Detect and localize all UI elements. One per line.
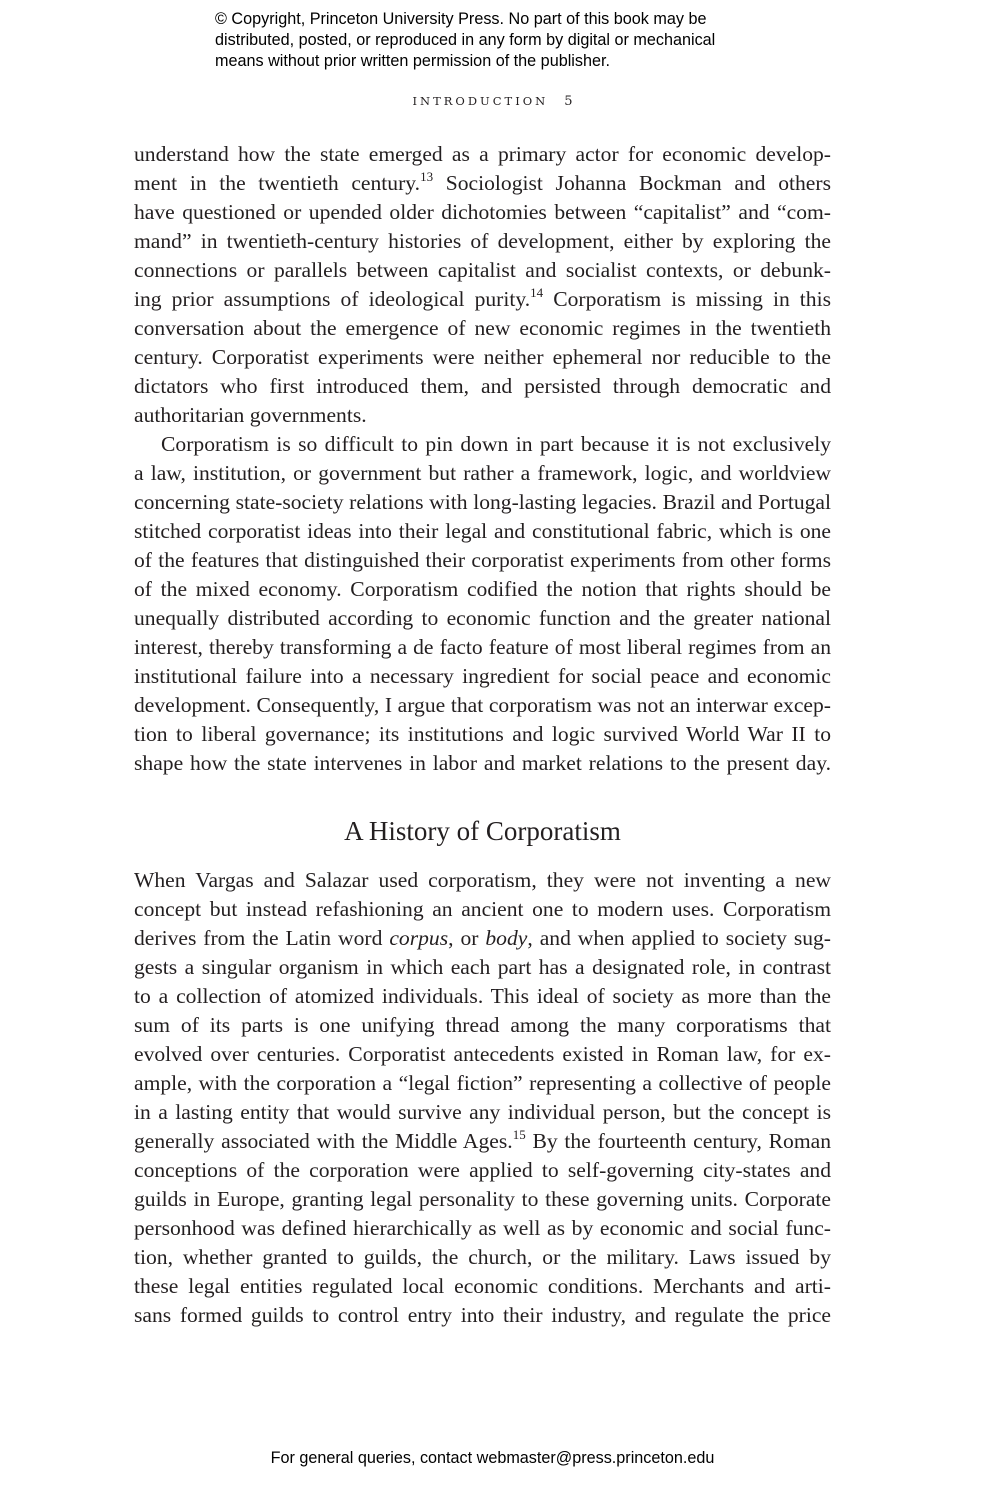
text-line: tion to liberal governance; its institutions and logic survived World War II to: [134, 722, 831, 746]
footnote-marker[interactable]: 15: [512, 1127, 526, 1142]
text-line: tion, whether granted to guilds, the church, or the military. Laws issued by: [134, 1245, 831, 1269]
text-line: of the mixed economy. Corporatism codified the notion that rights should be: [134, 577, 831, 601]
text-line: to a collection of atomized individuals. This ideal of society as more than the: [134, 984, 831, 1008]
section-heading: A History of Corporatism: [344, 816, 621, 846]
text-line: concerning state-society relations with long-lasting legacies. Brazil and Portugal: [134, 490, 831, 514]
text-line: of the features that distinguished their corporatist experiments from other forms: [134, 548, 831, 572]
text-line: institutional failure into a necessary ingredient for social peace and economic: [134, 664, 831, 688]
text-line: century. Corporatist experiments were neither ephemeral nor reducible to the: [134, 345, 831, 369]
text-line: development. Consequently, I argue that corporatism was not an interwar excep-: [134, 693, 831, 717]
text-run: Corporatism is missing in this: [543, 287, 832, 311]
text-line: guilds in Europe, granting legal personality to these governing units. Corporate: [134, 1187, 831, 1211]
text-line: sans formed guilds to control entry into their industry, and regulate the price: [134, 1303, 831, 1327]
paragraph-2: [134, 430, 831, 778]
text-line: stitched corporatist ideas into their legal and constitutional fabric, which is one: [134, 519, 831, 543]
footnote-marker[interactable]: 13: [420, 169, 434, 184]
italic-term: body: [485, 926, 528, 950]
text-line: gests a singular organism in which each part has a designated role, in contrast: [134, 955, 831, 979]
text-line: conceptions of the corporation were applied to self-governing city-states and: [134, 1158, 831, 1182]
text-run: By the fourteenth century, Roman: [525, 1129, 832, 1153]
footer-contact: For general queries, contact webmaster@press.princeton.edu: [270, 1449, 715, 1467]
text-line: [134, 924, 831, 953]
running-head-title: INTRODUCTION: [412, 94, 549, 108]
text-line: have questioned or upended older dichotomies between “capitalist” and “com-: [134, 200, 831, 224]
text-line: Corporatism is so difficult to pin down in part because it is not exclusively: [161, 432, 831, 456]
text-line: ample, with the corporation a “legal fiction” representing a collective of people: [134, 1071, 831, 1095]
text-line: [134, 169, 831, 198]
text-line: conversation about the emergence of new economic regimes in the twentieth: [134, 316, 831, 340]
text-line: [134, 285, 831, 314]
text-line: sum of its parts is one unifying thread among the many corporatisms that: [134, 1013, 831, 1037]
text-line: a law, institution, or government but rather a framework, logic, and worldview: [134, 461, 831, 485]
paragraph-1: [134, 140, 831, 430]
text-line: understand how the state emerged as a primary actor for economic develop-: [134, 142, 831, 166]
text-run: , and when applied to society sug-: [527, 926, 832, 950]
text-line: unequally distributed according to economic function and the greater national: [134, 606, 831, 630]
text-run: ment in the twentieth century.: [134, 171, 421, 195]
copyright-line: © Copyright, Princeton University Press. No part of this book may be: [215, 10, 707, 28]
text-line: concept but instead refashioning an ancient one to modern uses. Corporatism: [134, 897, 831, 921]
text-run: Sociologist Johanna Bockman and others: [433, 171, 831, 195]
text-line: When Vargas and Salazar used corporatism, they were not inventing a new: [134, 868, 831, 892]
text-line: dictators who first introduced them, and persisted through democratic and: [134, 374, 831, 398]
text-run: generally associated with the Middle Ages.: [134, 1129, 513, 1153]
text-run: derives from the Latin word: [134, 926, 390, 950]
running-head: [0, 94, 985, 109]
copyright-line: distributed, posted, or reproduced in any form by digital or mechanical: [215, 31, 716, 49]
text-line: authoritarian governments.: [134, 403, 367, 427]
text-line: evolved over centuries. Corporatist antecedents existed in Roman law, for ex-: [134, 1042, 831, 1066]
copyright-line: means without prior written permission of the publisher.: [215, 52, 610, 70]
text-line: [134, 1127, 831, 1156]
text-run: , or: [448, 926, 486, 950]
footnote-marker[interactable]: 14: [530, 285, 544, 300]
text-run: ing prior assumptions of ideological purity.: [134, 287, 531, 311]
italic-term: corpus: [389, 926, 449, 950]
text-line: in a lasting entity that would survive any individual person, but the concept is: [134, 1100, 831, 1124]
text-line: mand” in twentieth-century histories of development, either by exploring the: [134, 229, 831, 253]
text-line: shape how the state intervenes in labor and market relations to the present day.: [134, 751, 831, 775]
page-number: 5: [564, 94, 573, 109]
text-line: connections or parallels between capitalist and socialist contexts, or debunk-: [134, 258, 831, 282]
text-line: interest, thereby transforming a de facto feature of most liberal regimes from an: [134, 635, 831, 659]
text-line: these legal entities regulated local economic conditions. Merchants and arti-: [134, 1274, 831, 1298]
text-line: personhood was defined hierarchically as well as by economic and social func-: [134, 1216, 831, 1240]
copyright-notice: [215, 9, 815, 72]
paragraph-3: [134, 866, 831, 1330]
